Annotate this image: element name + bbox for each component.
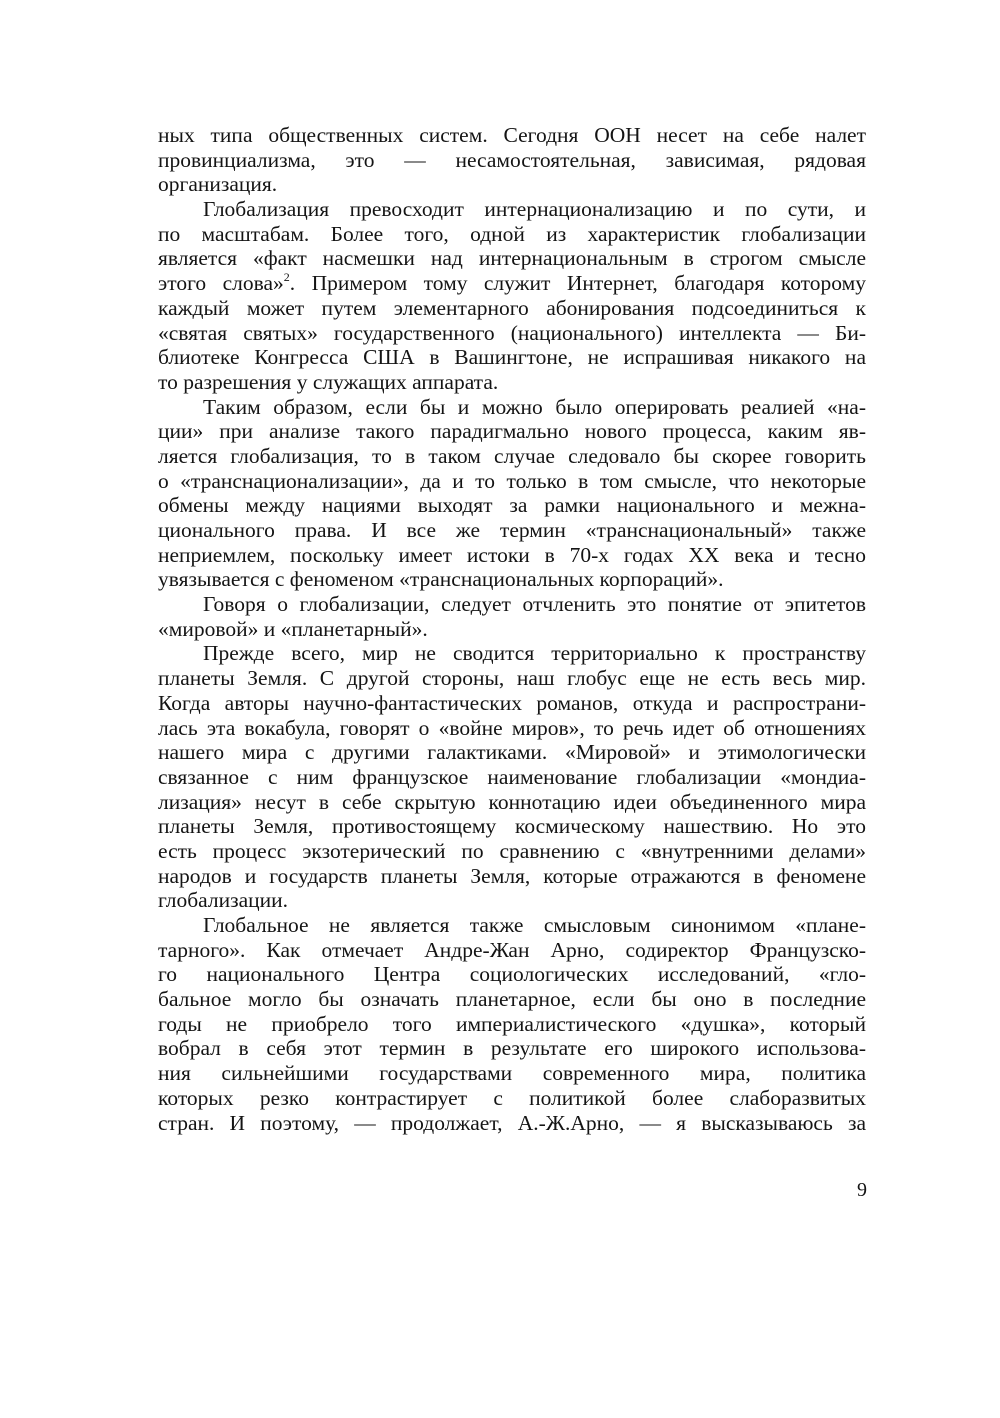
text-line-content: Когда авторы научно-фантастических романов, откуда и распространи- [158, 690, 866, 715]
text-line-content: го национального Центра социологических исследований, «гло- [158, 962, 866, 987]
text-line [158, 987, 866, 1012]
text-line-content: бальное могло бы означать планетарное, если бы оно в последние [158, 987, 866, 1012]
text-line [158, 395, 866, 420]
text-line-content: ния сильнейшими государствами современного мира, политика [158, 1061, 866, 1086]
text-line [158, 469, 866, 494]
text-line-content: Прежде всего, мир не сводится территориально к пространству [203, 641, 866, 666]
text-line-content: стран. И поэтому, — продолжает, А.-Ж.Арно, — я высказываюсь за [158, 1110, 866, 1135]
text-line-content: Глобальное не является также смысловым синонимом «плане- [203, 913, 866, 937]
text-line [158, 592, 866, 617]
text-line-content: лизация» несут в себе скрытую коннотацию идеи объединенного мира [158, 789, 866, 814]
text-line [158, 864, 866, 889]
text-line-content: Таким образом, если бы и можно было оперировать реалией «на- [203, 394, 866, 419]
footnote-marker: 2 [283, 270, 290, 285]
text-line-content: организация. [158, 172, 278, 197]
text-line-content: планеты Земля, противостоящему космическому нашествию. Но это [158, 814, 866, 839]
text-line-content: «мировой» и «планетарный». [158, 616, 428, 641]
text-line-content: ляется глобализация, то в таком случае следовало бы скорее говорить [158, 443, 866, 468]
text-line [158, 814, 866, 839]
text-line [158, 1086, 866, 1111]
text-line [158, 296, 866, 321]
text-line [158, 370, 866, 395]
text-line [158, 839, 866, 864]
text-line [158, 716, 866, 741]
text-line [158, 962, 866, 987]
text-line-content: Глобализация превосходит интернационализацию и по сути, и [203, 197, 866, 222]
text-line-content: каждый может путем элементарного абонирования подсоединиться к [158, 295, 866, 320]
text-line-content: ции» при анализе такого парадигмально нового процесса, каким яв- [158, 419, 866, 444]
text-line [158, 197, 866, 222]
text-line [158, 148, 866, 173]
text-line [158, 543, 866, 568]
text-line [158, 691, 866, 716]
text-line-content: по масштабам. Более того, одной из характеристик глобализации [158, 221, 866, 246]
text-line [158, 1036, 866, 1061]
text-line [158, 938, 866, 963]
text-line-content: тарного». Как отмечает Андре-Жан Арно, содиректор Французско- [158, 937, 866, 962]
text-line-content: народов и государств планеты Земля, которые отражаются в феномене [158, 863, 866, 888]
text-line-content: лась эта вокабула, говорят о «войне миров», то речь идет об отношениях [158, 715, 866, 740]
text-line-content: провинциализма, это — несамостоятельная, зависимая, рядовая [158, 147, 866, 172]
text-line [158, 246, 866, 271]
text-line [158, 271, 866, 296]
text-line [158, 641, 866, 666]
text-line-content: этого слова» [158, 271, 284, 296]
text-line-content: которых резко контрастирует с политикой более слаборазвитых [158, 1085, 866, 1110]
text-line-continuation: . Примером тому служит Интернет, благодаря которому [289, 271, 866, 296]
text-line [158, 172, 866, 197]
text-line [158, 617, 866, 642]
text-line [158, 1061, 866, 1086]
text-line-content: неприемлем, поскольку имеет истоки в 70-х годах XX века и тесно [158, 542, 866, 567]
text-line-content: вобрал в себя этот термин в результате его широкого использова- [158, 1036, 866, 1061]
text-line-content: ных типа общественных систем. Сегодня ООН несет на себе налет [158, 123, 866, 147]
text-line [158, 444, 866, 469]
text-line [158, 493, 866, 518]
text-line [158, 222, 866, 247]
text-line-content: является «факт насмешки над интернациональным в строгом смысле [158, 246, 866, 271]
text-line-content: ционального права. И все же термин «транснациональный» также [158, 518, 866, 542]
text-line [158, 567, 866, 592]
text-line-content: о «транснационализации», да и то только в том смысле, что некоторые [158, 468, 866, 493]
text-line [158, 1012, 866, 1037]
text-line-content: обмены между нациями выходят за рамки национального и межна- [158, 493, 866, 518]
text-line [158, 765, 866, 790]
text-line [158, 1111, 866, 1136]
text-line [158, 666, 866, 691]
text-line-content: то разрешения у служащих аппарата. [158, 369, 499, 394]
text-line-content: глобализации. [158, 888, 289, 913]
text-line-content: блиотеке Конгресса США в Вашингтоне, не испрашивая никакого на [158, 345, 866, 370]
text-line [158, 518, 866, 543]
text-line [158, 888, 866, 913]
text-line-content: «святая святых» государственного (национального) интеллекта — Би- [158, 320, 866, 345]
text-line [158, 790, 866, 815]
text-line-content: планеты Земля. С другой стороны, наш глобус еще не есть весь мир. [158, 666, 866, 691]
text-line [158, 740, 866, 765]
page-number: 9 [857, 1179, 867, 1201]
text-line-content: Говоря о глобализации, следует отчленить это понятие от эпитетов [203, 592, 866, 617]
body-text [158, 123, 866, 1135]
text-line-content: нашего мира с другими галактиками. «Мировой» и этимологически [158, 740, 866, 765]
text-line [158, 419, 866, 444]
text-line-content: связанное с ним французское наименование глобализации «мондиа- [158, 764, 866, 789]
text-line [158, 345, 866, 370]
text-line [158, 321, 866, 346]
text-line-content: увязывается с феноменом «транснациональных корпораций». [158, 567, 724, 592]
text-line [158, 913, 866, 938]
text-line-content: годы не приобрело того империалистического «душка», который [158, 1011, 866, 1036]
text-line-content: есть процесс экзотерический по сравнению с «внутренними делами» [158, 838, 866, 863]
text-line [158, 123, 866, 148]
